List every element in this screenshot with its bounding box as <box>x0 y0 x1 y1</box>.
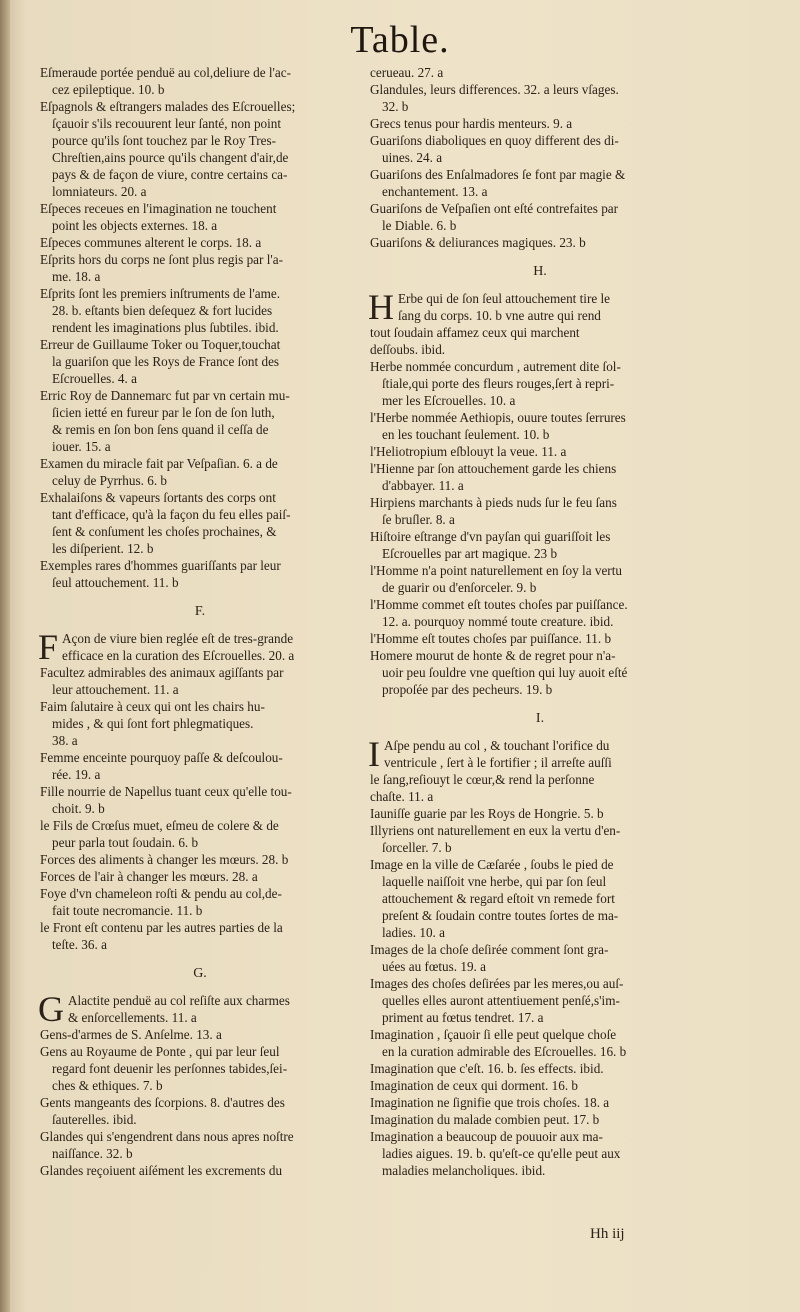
entry-line: Imagination du malade combien peut. 17. b <box>370 1112 600 1127</box>
index-entry <box>40 851 360 868</box>
index-entry <box>40 489 360 557</box>
index-entry <box>40 868 360 885</box>
entry-line: pource qu'ils ſont touchez par le Roy Tres- <box>52 133 276 148</box>
entry-line: ſorceller. 7. b <box>382 840 452 855</box>
entry-line: chaſte. 11. a <box>370 789 434 804</box>
entry-line: Foye d'vn chameleon roſti & pendu au col,de- <box>40 886 282 901</box>
entry-line: Imagination ne ſignifie que trois choſes. 18. a <box>370 1095 610 1110</box>
index-entry <box>370 528 710 562</box>
section-heading-f: F. <box>194 604 206 619</box>
entry-line: tout ſoudain affamez ceux qui marchent <box>370 325 580 340</box>
entry-line: mides , & qui ſont fort phlegmatiques. <box>52 716 254 731</box>
entry-line: Imagination que c'eſt. 16. b. ſes effects. ibid. <box>370 1061 604 1076</box>
index-entry <box>40 1094 360 1128</box>
index-entry <box>370 1111 710 1128</box>
drop-cap-letter: F <box>38 627 59 667</box>
index-entry <box>40 885 360 919</box>
index-entry <box>370 234 710 251</box>
index-entry-dropcap <box>38 627 360 667</box>
entry-line: 38. a <box>52 733 78 748</box>
entry-line: Images de la choſe deſirée comment ſont gra- <box>370 942 609 957</box>
entry-line: uines. 24. a <box>382 150 443 165</box>
entry-line: Imagination de ceux qui dorment. 16. b <box>370 1078 579 1093</box>
index-entry <box>370 358 710 409</box>
index-entry <box>370 166 710 200</box>
entry-line: ches & ethiques. 7. b <box>52 1078 163 1093</box>
entry-line: Facultez admirables des animaux agiſſants par <box>40 665 284 680</box>
entry-line: le ſang,reſiouyt le cœur,& rend la perſonne <box>370 772 595 787</box>
entry-line: de guarir ou d'enſorceler. 9. b <box>382 580 537 595</box>
entry-line: cez epileptique. 10. b <box>52 82 165 97</box>
index-entry <box>370 805 710 822</box>
entry-line: laquelle naiſſoit vne herbe, qui par ſon ſeul <box>382 874 607 889</box>
entry-line: Herbe nommée concurdum , autrement dite ſol- <box>370 359 621 374</box>
entry-line: choit. 9. b <box>52 801 105 816</box>
entry-line: 28. b. eſtants bien deſequez & fort lucides <box>52 303 273 318</box>
index-entry-dropcap <box>368 287 710 358</box>
entry-line: Grecs tenus pour hardis menteurs. 9. a <box>370 116 573 131</box>
index-entry <box>370 647 710 698</box>
entry-line: l'Homme n'a point naturellement en ſoy la vertu <box>370 563 622 578</box>
entry-line: Fille nourrie de Napellus tuant ceux qu'elle tou- <box>40 784 292 799</box>
right-column <box>370 64 710 1179</box>
entry-line: lomniateurs. 20. a <box>52 184 147 199</box>
entry-line: Chreſtien,ains pource qu'ils changent d'air,de <box>52 150 289 165</box>
index-entry <box>40 1128 360 1162</box>
entry-line: Eſmeraude portée penduë au col,deliure de l'ac- <box>40 65 291 80</box>
index-entry <box>40 336 360 387</box>
entry-line: peur parla tout ſoudain. 6. b <box>52 835 199 850</box>
index-entry <box>370 822 710 856</box>
entry-line: Glandes qui s'engendrent dans nous apres noſtre <box>40 1129 294 1144</box>
entry-line: Imagination a beaucoup de pouuoir aux ma- <box>370 1129 603 1144</box>
entry-line: le Front eſt contenu par les autres parties de la <box>40 920 283 935</box>
index-entry <box>370 1128 710 1179</box>
drop-cap-letter: I <box>368 734 380 774</box>
entry-line: propoſée par des pecheurs. 19. b <box>382 682 553 697</box>
entry-line: Forces des aliments à changer les mœurs. 28. b <box>40 852 289 867</box>
index-entry <box>40 1026 360 1043</box>
entry-line: la guariſon que les Roys de France ſont des <box>52 354 280 369</box>
index-entry <box>370 460 710 494</box>
index-entry-dropcap <box>368 734 710 805</box>
entry-line: l'Herbe nommée Aethiopis, ouure toutes ſerrures <box>370 410 626 425</box>
index-entry <box>40 557 360 591</box>
entry-line: 12. a. pourquoy nommé toute creature. ibid. <box>382 614 614 629</box>
entry-line: le Diable. 6. b <box>382 218 457 233</box>
entry-line: preſent & ſoudain contre toutes ſortes de ma- <box>382 908 619 923</box>
index-entry <box>40 1043 360 1094</box>
index-entry <box>370 562 710 596</box>
drop-cap-letter: H <box>368 287 394 327</box>
signature-mark: Hh iij <box>590 1226 625 1242</box>
index-entry <box>40 387 360 455</box>
entry-line: ladies. 10. a <box>382 925 445 940</box>
entry-line: 32. b <box>382 99 409 114</box>
section-heading-g: G. <box>193 966 207 981</box>
index-entry <box>40 698 360 749</box>
entry-line: Femme enceinte pourquoy paſſe & deſcoulou- <box>40 750 283 765</box>
index-entry <box>370 64 710 81</box>
entry-line: Eſcrouelles. 4. a <box>52 371 137 386</box>
entry-line: Guariſons des Enſalmadores ſe font par magie & <box>370 167 626 182</box>
entry-line: attouchement & regard eſtoit vn remede fort <box>382 891 615 906</box>
entry-line: Alactite penduë au col reſiſte aux charmes <box>68 993 290 1008</box>
index-entry <box>370 443 710 460</box>
entry-line: naiſſance. 32. b <box>52 1146 133 1161</box>
entry-line: me. 18. a <box>52 269 101 284</box>
index-entry <box>370 132 710 166</box>
entry-line: fait toute necromancie. 11. b <box>52 903 203 918</box>
entry-line: ſtiale,qui porte des fleurs rouges,ſert à repri- <box>382 376 615 391</box>
entry-line: Eſcrouelles par art magique. 23 b <box>382 546 558 561</box>
entry-line: leur attouchement. 11. a <box>52 682 179 697</box>
index-entry <box>40 64 360 98</box>
index-entry-dropcap <box>38 989 360 1029</box>
index-entry <box>370 115 710 132</box>
index-entry <box>40 664 360 698</box>
index-entry <box>40 783 360 817</box>
entry-line: Hiſtoire eſtrange d'vn payſan qui guariſſoit les <box>370 529 611 544</box>
index-entry <box>40 817 360 851</box>
entry-line: Images des choſes deſirées par les meres,ou auſ- <box>370 976 624 991</box>
entry-line: d'abbayer. 11. a <box>382 478 464 493</box>
index-entry <box>40 234 360 251</box>
entry-line: teſte. 36. a <box>52 937 107 952</box>
left-column <box>40 64 360 1179</box>
index-entry <box>40 455 360 489</box>
entry-line: Eſpeces receues en l'imagination ne touchent <box>40 201 277 216</box>
entry-line: ſicien ietté en fureur par le ſon de ſon luth, <box>52 405 275 420</box>
entry-line: tant d'efficace, qu'à la façon du feu elles paiſ- <box>52 507 291 522</box>
entry-line: Guariſons de Veſpaſien ont eſté contrefaites par <box>370 201 619 216</box>
entry-line: Homere mourut de honte & de regret pour n'a- <box>370 648 616 663</box>
entry-line: les diſperient. 12. b <box>52 541 154 556</box>
entry-line: Iauniſſe guarie par les Roys de Hongrie. 5. b <box>370 806 604 821</box>
index-entry <box>40 251 360 285</box>
index-entry <box>40 749 360 783</box>
entry-line: point les objects externes. 18. a <box>52 218 218 233</box>
index-entry <box>40 919 360 953</box>
section-heading-h: H. <box>533 264 547 279</box>
entry-line: celuy de Pyrrhus. 6. b <box>52 473 168 488</box>
entry-line: enchantement. 13. a <box>382 184 488 199</box>
index-entry <box>370 409 710 443</box>
entry-line: & remis en ſon bon ſens quand il ceſſa de <box>52 422 269 437</box>
index-entry <box>370 941 710 975</box>
index-entry <box>40 1162 360 1179</box>
index-entry <box>40 200 360 234</box>
entry-line: ſe bruſler. 8. a <box>382 512 455 527</box>
entry-line: l'Heliotropium eſblouyt la veue. 11. a <box>370 444 567 459</box>
entry-line: Erreur de Guillaume Toker ou Toquer,touchat <box>40 337 281 352</box>
drop-cap-letter: G <box>38 989 64 1029</box>
index-entry <box>370 1094 710 1111</box>
section-heading-i: I. <box>535 711 545 726</box>
entry-line: Gens au Royaume de Ponte , qui par leur ſeul <box>40 1044 280 1059</box>
entry-line: l'Hienne par ſon attouchement garde les chiens <box>370 461 617 476</box>
index-entry <box>370 630 710 647</box>
entry-line: Eſpagnols & eſtrangers malades des Eſcrouelles; <box>40 99 296 114</box>
index-entry <box>40 98 360 200</box>
entry-line: Guariſons diaboliques en quoy different des di- <box>370 133 619 148</box>
entry-line: ſeul attouchement. 11. b <box>52 575 179 590</box>
entry-line: pays & de façon de viure, contre certains ca- <box>52 167 288 182</box>
index-entry <box>370 81 710 115</box>
entry-line: Forces de l'air à changer les mœurs. 28. a <box>40 869 258 884</box>
entry-line: Eſprits hors du corps ne ſont plus regis par l'a- <box>40 252 284 267</box>
entry-line: Eſpeces communes alterent le corps. 18. a <box>40 235 262 250</box>
index-entry <box>370 494 710 528</box>
entry-line: en la curation admirable des Eſcrouelles. 16. b <box>382 1044 627 1059</box>
entry-line: uoir peu ſouldre vne queſtion qui luy auoit eſté <box>382 665 628 680</box>
index-entry <box>370 1077 710 1094</box>
entry-line: ſang du corps. 10. b vne autre qui rend <box>398 308 601 323</box>
entry-line: en les touchant ſeulement. 10. b <box>382 427 550 442</box>
index-entry <box>370 200 710 234</box>
entry-line: rendent les imaginations plus ſubtiles. ibid. <box>52 320 279 335</box>
entry-line: Glandes reçoiuent aiſément les excrements du <box>40 1163 283 1178</box>
entry-line: uées au fœtus. 19. a <box>382 959 487 974</box>
entry-line: Exhalaiſons & vapeurs ſortants des corps ont <box>40 490 276 505</box>
entry-line: quelles elles auront attentiuement penſé,s'im- <box>382 993 620 1008</box>
page-title: Table. <box>350 19 450 61</box>
entry-line: Glandules, leurs differences. 32. a leurs vſages. <box>370 82 619 97</box>
entry-line: Image en la ville de Cæſarée , ſoubs le pied de <box>370 857 614 872</box>
index-entry <box>370 975 710 1026</box>
entry-line: efficace en la curation des Eſcrouelles. 20. a <box>62 648 295 663</box>
entry-line: Erbe qui de ſon ſeul attouchement tire le <box>398 291 611 306</box>
entry-line: ſauterelles. ibid. <box>52 1112 137 1127</box>
entry-line: le Fils de Crœſus muet, eſmeu de colere & de <box>40 818 279 833</box>
index-entry <box>40 285 360 336</box>
entry-line: ſent & conſument les choſes prochaines, & <box>52 524 277 539</box>
entry-line: rée. 19. a <box>52 767 101 782</box>
entry-line: Hirpiens marchants à pieds nuds ſur le feu ſans <box>370 495 617 510</box>
page-gutter <box>0 0 10 1312</box>
entry-line: Faim ſalutaire à ceux qui ont les chairs hu- <box>40 699 265 714</box>
entry-line: l'Homme eſt toutes choſes par puiſſance. 11. b <box>370 631 612 646</box>
index-entry <box>370 1060 710 1077</box>
entry-line: regard font deuenir les perſonnes tabides,ſei- <box>52 1061 288 1076</box>
entry-line: ladies aigues. 19. b. qu'eſt-ce qu'elle peut aux <box>382 1146 621 1161</box>
entry-line: Gens-d'armes de S. Anſelme. 13. a <box>40 1027 222 1042</box>
entry-line: Gents mangeants des ſcorpions. 8. d'autres des <box>40 1095 285 1110</box>
index-entry <box>370 856 710 941</box>
entry-line: Guariſons & deliurances magiques. 23. b <box>370 235 586 250</box>
entry-line: Exemples rares d'hommes guariſſants par leur <box>40 558 281 573</box>
entry-line: priment au fœtus tendret. 17. a <box>382 1010 544 1025</box>
entry-line: Eſprits ſont les premiers inſtruments de l'ame. <box>40 286 281 301</box>
entry-line: ventricule , ſert à le fortifier ; il arreſte auſſi <box>384 755 612 770</box>
entry-line: maladies melancholiques. ibid. <box>382 1163 546 1178</box>
entry-line: l'Homme commet eſt toutes choſes par puiſſance. <box>370 597 628 612</box>
entry-line: Imagination , ſçauoir ſi elle peut quelque choſe <box>370 1027 617 1042</box>
entry-line: ſçauoir s'ils recouurent leur ſanté, non point <box>52 116 282 131</box>
entry-line: Aſpe pendu au col , & touchant l'orifice du <box>384 738 610 753</box>
entry-line: iouer. 15. a <box>52 439 111 454</box>
index-entry <box>370 1026 710 1060</box>
index-entry <box>370 596 710 630</box>
entry-line: Illyriens ont naturellement en eux la vertu d'en- <box>370 823 621 838</box>
entry-line: deſſoubs. ibid. <box>370 342 446 357</box>
entry-line: & enſorcellements. 11. a <box>68 1010 197 1025</box>
entry-line: mer les Eſcrouelles. 10. a <box>382 393 516 408</box>
entry-line: Açon de viure bien reglée eſt de tres-grande <box>62 631 294 646</box>
entry-line: Erric Roy de Dannemarc fut par vn certain mu- <box>40 388 290 403</box>
entry-line: cerueau. 27. a <box>370 65 444 80</box>
entry-line: Examen du miracle fait par Veſpaſian. 6. a de <box>40 456 278 471</box>
